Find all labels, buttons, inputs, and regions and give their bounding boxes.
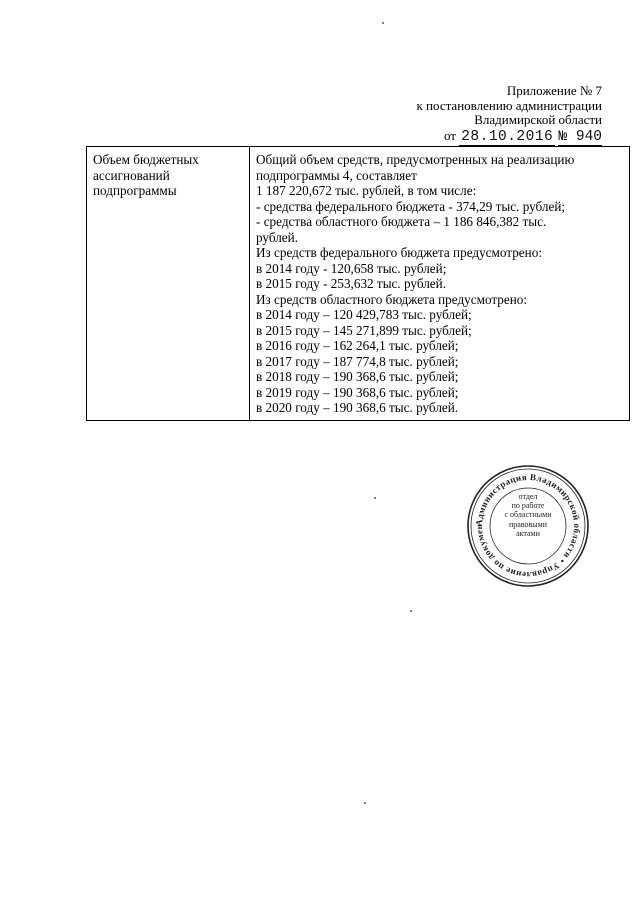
content-line: в 2015 году – 145 271,899 тыс. рублей;: [256, 322, 472, 338]
scan-speck: [382, 22, 384, 24]
decree-date-line: [342, 129, 602, 145]
appendix-decree-ref: к постановлению администрации: [416, 97, 602, 113]
seal-inner-line: отдел: [518, 492, 538, 501]
content-line: Из средств федерального бюджета предусмотрено:: [256, 245, 542, 260]
decree-date: 28.10.2016: [461, 128, 554, 145]
content-line: в 2014 году – 120 429,783 тыс. рублей;: [256, 307, 472, 322]
content-line: - средства областного бюджета – 1 186 846,382 тыс.: [256, 214, 547, 229]
table-row: [87, 147, 630, 421]
appendix-header: [342, 84, 602, 144]
seal-ring-text: Администрация Владимирской области • Управление по докумен: [473, 471, 583, 581]
content-line: в 2016 году – 162 264,1 тыс. рублей;: [256, 338, 459, 353]
content-line: подпрограммы 4, составляет: [256, 167, 417, 183]
seal-inner-line: по работе: [511, 501, 545, 511]
content-line: 1 187 220,672 тыс. рублей, в том числе:: [256, 183, 477, 198]
seal-inner-line: с областными: [504, 510, 552, 520]
content-line: Общий объем средств, предусмотренных на реализацию: [256, 152, 575, 167]
budget-label-cell: Объем бюджетных ассигнований подпрограммы: [87, 147, 250, 421]
scan-speck: [364, 802, 366, 804]
content-line: - средства федерального бюджета - 374,29 тыс. рублей;: [256, 198, 566, 214]
appendix-region: Владимирской области: [474, 112, 602, 127]
content-line: в 2020 году – 190 368,6 тыс. рублей.: [256, 400, 459, 415]
budget-table: [86, 146, 630, 421]
budget-content-cell: [250, 147, 630, 421]
decree-number: № 940: [558, 128, 602, 145]
content-line: Из средств областного бюджета предусмотрено:: [256, 291, 528, 307]
decree-date-prefix: от: [443, 127, 456, 143]
seal-inner-text: [492, 492, 564, 538]
content-line: в 2018 году – 190 368,6 тыс. рублей;: [256, 369, 459, 384]
content-line: в 2015 году - 253,632 тыс. рублей.: [256, 276, 447, 291]
content-line: в 2019 году – 190 368,6 тыс. рублей;: [256, 384, 459, 400]
scan-speck: [410, 610, 412, 612]
seal-inner-line: актами: [516, 528, 540, 538]
scan-speck: [374, 497, 376, 499]
content-line: рублей.: [256, 229, 299, 245]
content-line: в 2017 году – 187 774,8 тыс. рублей;: [256, 353, 459, 369]
content-line: в 2014 году - 120,658 тыс. рублей;: [256, 260, 447, 276]
appendix-title: Приложение № 7: [506, 83, 602, 98]
seal-inner-line: правовыми: [508, 519, 548, 529]
official-seal: [466, 464, 590, 588]
